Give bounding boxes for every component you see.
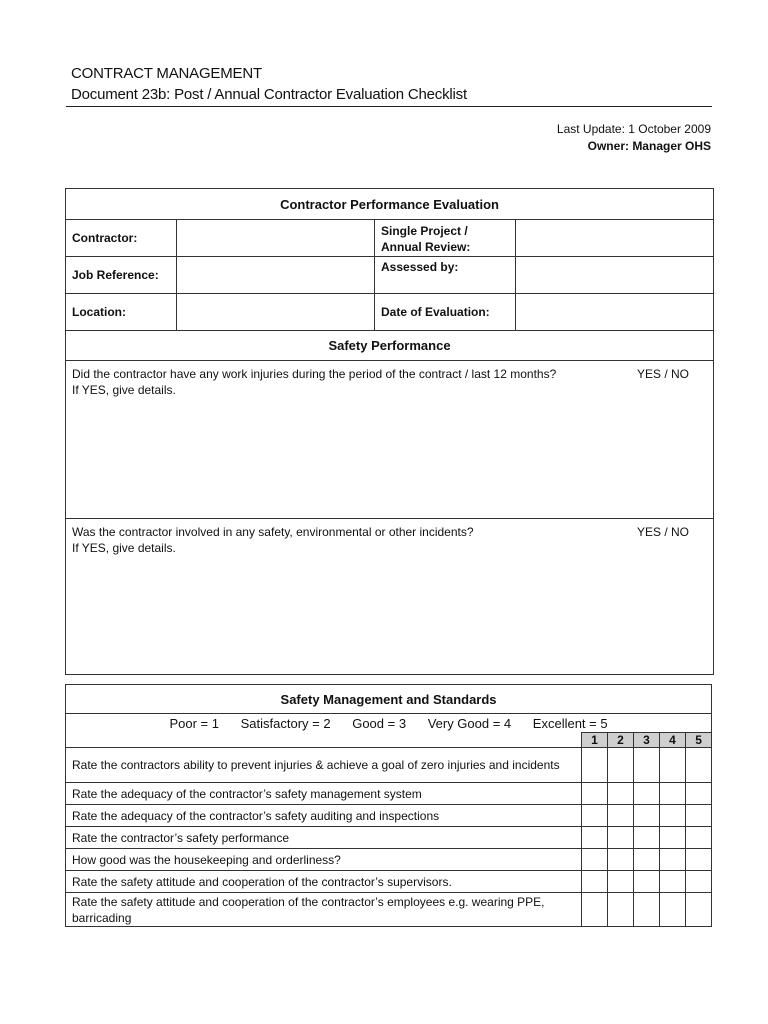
rating-box[interactable] — [660, 748, 686, 783]
rating-box[interactable] — [582, 871, 608, 893]
rating-box[interactable] — [582, 748, 608, 783]
rating-box[interactable] — [634, 748, 660, 783]
document-category: CONTRACT MANAGEMENT — [71, 65, 262, 82]
owner: Owner: Manager OHS — [587, 139, 711, 153]
rating-box[interactable] — [608, 783, 634, 805]
rating-item: Rate the adequacy of the contractor’s safety management system — [66, 783, 582, 805]
injuries-question-text: Did the contractor have any work injuries during the period of the contract / last 12 months? — [72, 367, 557, 381]
rating-box[interactable] — [582, 805, 608, 827]
rating-item: Rate the contractors ability to prevent injuries & achieve a goal of zero injuries and incidents — [66, 748, 582, 783]
standards-title: Safety Management and Standards — [66, 685, 712, 714]
last-update: Last Update: 1 October 2009 — [556, 122, 711, 136]
rating-scale — [66, 714, 712, 733]
rating-box[interactable] — [686, 748, 712, 783]
rating-box[interactable] — [608, 805, 634, 827]
job-reference-field[interactable] — [177, 257, 375, 294]
rating-box[interactable] — [608, 871, 634, 893]
single-project-label-line2: Annual Review: — [381, 240, 471, 254]
incidents-question-text: Was the contractor involved in any safety, environmental or other incidents? — [72, 525, 474, 539]
rating-box[interactable] — [660, 871, 686, 893]
rating-item: Rate the safety attitude and cooperation of the contractor’s supervisors. — [66, 871, 582, 893]
rating-box[interactable] — [634, 893, 660, 927]
rating-box[interactable] — [608, 827, 634, 849]
rating-box[interactable] — [686, 849, 712, 871]
location-field[interactable] — [177, 294, 375, 331]
incidents-yes-no[interactable]: YES / NO — [637, 525, 690, 539]
rating-box[interactable] — [686, 893, 712, 927]
rating-header-1: 1 — [582, 733, 608, 748]
single-project-label — [375, 220, 516, 257]
rating-header-3: 3 — [634, 733, 660, 748]
rating-item — [66, 893, 582, 927]
rating-box[interactable] — [634, 783, 660, 805]
rating-header-2: 2 — [608, 733, 634, 748]
rating-item: Rate the adequacy of the contractor’s safety auditing and inspections — [66, 805, 582, 827]
contractor-field[interactable] — [177, 220, 375, 257]
rating-item-line2: barricading — [72, 910, 132, 925]
rating-item-line1: Rate the safety attitude and cooperation of the contractor’s employees e.g. wearing PPE, — [72, 894, 545, 909]
rating-box[interactable] — [634, 871, 660, 893]
rating-box[interactable] — [660, 805, 686, 827]
rating-box[interactable] — [686, 871, 712, 893]
evaluation-title: Contractor Performance Evaluation — [66, 189, 714, 220]
location-label: Location: — [66, 294, 177, 331]
rating-item: Rate the contractor’s safety performance — [66, 827, 582, 849]
injuries-question[interactable] — [66, 361, 714, 519]
rating-box[interactable] — [634, 805, 660, 827]
job-reference-label: Job Reference: — [66, 257, 177, 294]
incidents-question-detail: If YES, give details. — [72, 541, 176, 555]
single-project-field[interactable] — [516, 220, 714, 257]
rating-box[interactable] — [608, 893, 634, 927]
scale-poor: Poor = 1 — [169, 715, 219, 731]
rating-box[interactable] — [660, 827, 686, 849]
rating-box[interactable] — [582, 893, 608, 927]
rating-box[interactable] — [582, 827, 608, 849]
contractor-label: Contractor: — [66, 220, 177, 257]
rating-header-4: 4 — [660, 733, 686, 748]
assessed-by-label: Assessed by: — [375, 257, 516, 294]
safety-performance-title: Safety Performance — [66, 331, 714, 361]
rating-box[interactable] — [660, 783, 686, 805]
rating-box[interactable] — [634, 849, 660, 871]
single-project-label-line1: Single Project / — [381, 224, 468, 238]
performance-evaluation-table — [65, 188, 714, 675]
rating-box[interactable] — [608, 748, 634, 783]
rating-box[interactable] — [582, 849, 608, 871]
scale-very-good: Very Good = 4 — [427, 715, 512, 731]
injuries-yes-no[interactable]: YES / NO — [637, 367, 690, 381]
scale-excellent: Excellent = 5 — [532, 715, 608, 731]
assessed-by-field[interactable] — [516, 257, 714, 294]
document-title: Document 23b: Post / Annual Contractor Evaluation Checklist — [71, 86, 467, 103]
rating-header-spacer — [66, 733, 582, 748]
rating-box[interactable] — [660, 849, 686, 871]
rating-box[interactable] — [686, 827, 712, 849]
scale-good: Good = 3 — [352, 715, 407, 731]
injuries-question-detail: If YES, give details. — [72, 383, 176, 397]
rating-header-5: 5 — [686, 733, 712, 748]
rating-box[interactable] — [634, 827, 660, 849]
date-field[interactable] — [516, 294, 714, 331]
rating-box[interactable] — [686, 783, 712, 805]
incidents-question[interactable] — [66, 519, 714, 675]
rating-box[interactable] — [582, 783, 608, 805]
rating-item: How good was the housekeeping and orderliness? — [66, 849, 582, 871]
scale-satisfactory: Satisfactory = 2 — [240, 715, 331, 731]
date-label: Date of Evaluation: — [375, 294, 516, 331]
rating-box[interactable] — [608, 849, 634, 871]
rating-box[interactable] — [660, 893, 686, 927]
header-divider — [66, 106, 712, 107]
rating-box[interactable] — [686, 805, 712, 827]
safety-standards-table — [65, 684, 712, 927]
